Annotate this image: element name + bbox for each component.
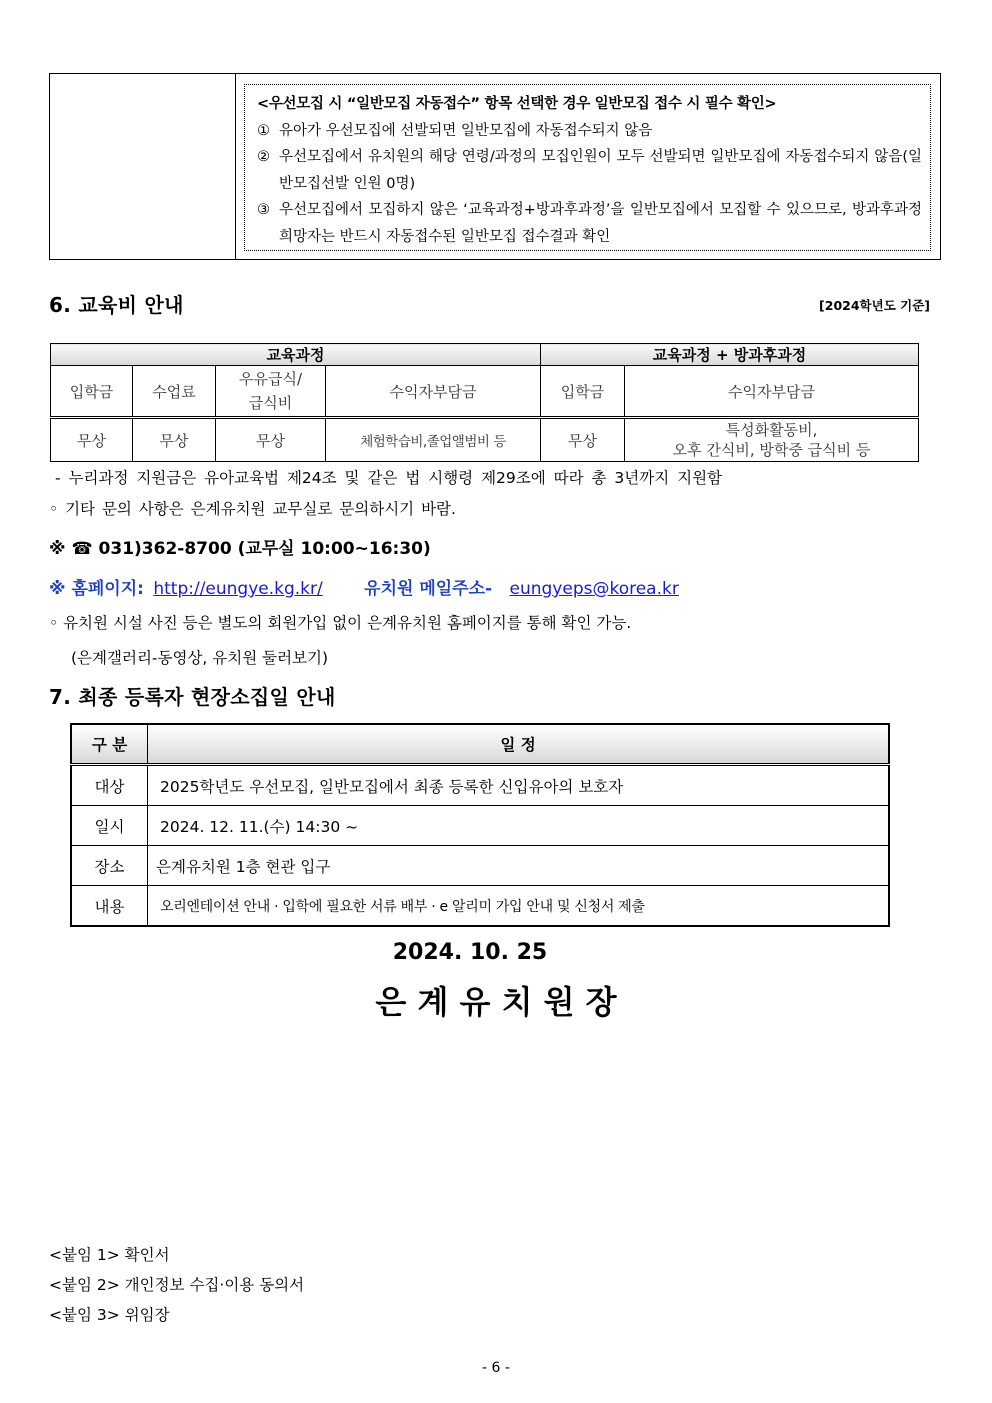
fee-header: 우유급식/ 급식비 — [216, 366, 326, 418]
fee-value: 무상 — [133, 418, 216, 462]
schedule-label: 일시 — [71, 806, 148, 846]
section6-title: 6. 교육비 안내 — [49, 293, 184, 317]
fee-header: 수익자부담금 — [625, 366, 919, 418]
table-row — [71, 806, 889, 846]
fee-value: 무상 — [51, 418, 133, 462]
document-date: 2024. 10. 25 — [392, 940, 548, 965]
table-row — [71, 846, 889, 886]
notice-item-text: 우선모집에서 유치원의 해당 연령/과정의 모집인원이 모두 선발되면 일반모집에 자동접수되지 않음(일반모집선발 인원 0명) — [279, 149, 922, 192]
notice-item — [257, 118, 922, 145]
table-row — [71, 765, 889, 806]
fee-value: 체험학습비,졸업앨범비 등 — [326, 418, 541, 462]
schedule-label: 장소 — [71, 846, 148, 886]
attachment-item: <붙임 2> 개인정보 수집·이용 동의서 — [49, 1276, 305, 1294]
notice-table — [49, 73, 941, 260]
schedule-value: 은계유치원 1층 현관 입구 — [148, 846, 890, 886]
email-label: 유치원 메일주소- — [364, 579, 493, 599]
note-facility: ◦ 유치원 시설 사진 등은 별도의 회원가입 없이 은계유치원 홈페이지를 통해 확인 가능. — [49, 614, 632, 632]
signature: 은 계 유 치 원 장 — [375, 983, 617, 1021]
page-number: - 6 - — [482, 1360, 510, 1376]
notice-item-num: ③ — [257, 202, 270, 218]
fee-value: 무상 — [216, 418, 326, 462]
schedule-value: 오리엔테이션 안내 · 입학에 필요한 서류 배부 · e 알리미 가입 안내 및 신청서 제출 — [148, 886, 890, 927]
note-subsidy: - 누리과정 지원금은 유아교육법 제24조 및 같은 법 시행령 제29조에 따라 총 3년까지 지원함 — [55, 469, 723, 487]
notice-title: <우선모집 시 “일반모집 자동접수” 항목 선택한 경우 일반모집 접수 시 필수 확인> — [257, 96, 777, 112]
schedule-label: 대상 — [71, 765, 148, 806]
phone-info: ※ ☎ 031)362-8700 (교무실 10:00~16:30) — [49, 539, 431, 559]
notice-label-cell — [50, 74, 236, 259]
fee-value: 무상 — [541, 418, 625, 462]
note-inquiry: ◦ 기타 문의 사항은 은계유치원 교무실로 문의하시기 바람. — [49, 500, 456, 518]
notice-item-num: ② — [257, 149, 270, 165]
homepage-line — [49, 574, 679, 599]
section7-title: 7. 최종 등록자 현장소집일 안내 — [49, 685, 336, 709]
table-row — [71, 886, 889, 927]
notice-item-num: ① — [257, 122, 270, 139]
fee-header: 수익자부담금 — [326, 366, 541, 418]
notice-item — [257, 144, 922, 197]
attachment-item: <붙임 1> 확인서 — [49, 1246, 170, 1264]
section6-basis: [2024학년도 기준] — [819, 298, 930, 313]
notice-content-cell — [236, 74, 940, 259]
fee-header: 입학금 — [51, 366, 133, 418]
schedule-table — [70, 723, 890, 927]
schedule-value: 2024. 12. 11.(수) 14:30 ~ — [148, 806, 890, 846]
attachment-item: <붙임 3> 위임장 — [49, 1306, 170, 1324]
email-link[interactable]: eungyeps@korea.kr — [509, 579, 679, 599]
fee-table — [50, 343, 919, 462]
fee-header: 입학금 — [541, 366, 625, 418]
schedule-header-category: 구 분 — [71, 724, 148, 765]
notice-item-text: 우선모집에서 모집하지 않은 ‘교육과정+방과후과정’을 일반모집에서 모집할 수 있으므로, 방과후과정 희망자는 반드시 자동접수된 일반모집 접수결과 확인 — [279, 202, 922, 245]
schedule-label: 내용 — [71, 886, 148, 927]
schedule-header-schedule: 일 정 — [148, 724, 890, 765]
notice-box — [244, 84, 931, 251]
schedule-value: 2025학년도 우선모집, 일반모집에서 최종 등록한 신입유아의 보호자 — [148, 765, 890, 806]
homepage-label: ※ 홈페이지: — [49, 579, 144, 599]
fee-value: 특성화활동비, 오후 간식비, 방학중 급식비 등 — [625, 418, 919, 462]
homepage-link[interactable]: http://eungye.kg.kr/ — [153, 579, 323, 599]
fee-group-afterschool: 교육과정 + 방과후과정 — [541, 344, 919, 366]
notice-item — [257, 197, 922, 250]
notice-item-text: 유아가 우선모집에 선발되면 일반모집에 자동접수되지 않음 — [279, 122, 653, 139]
fee-group-education: 교육과정 — [51, 344, 541, 366]
fee-header: 수업료 — [133, 366, 216, 418]
note-gallery: (은계갤러리-동영상, 유치원 둘러보기) — [71, 649, 329, 667]
